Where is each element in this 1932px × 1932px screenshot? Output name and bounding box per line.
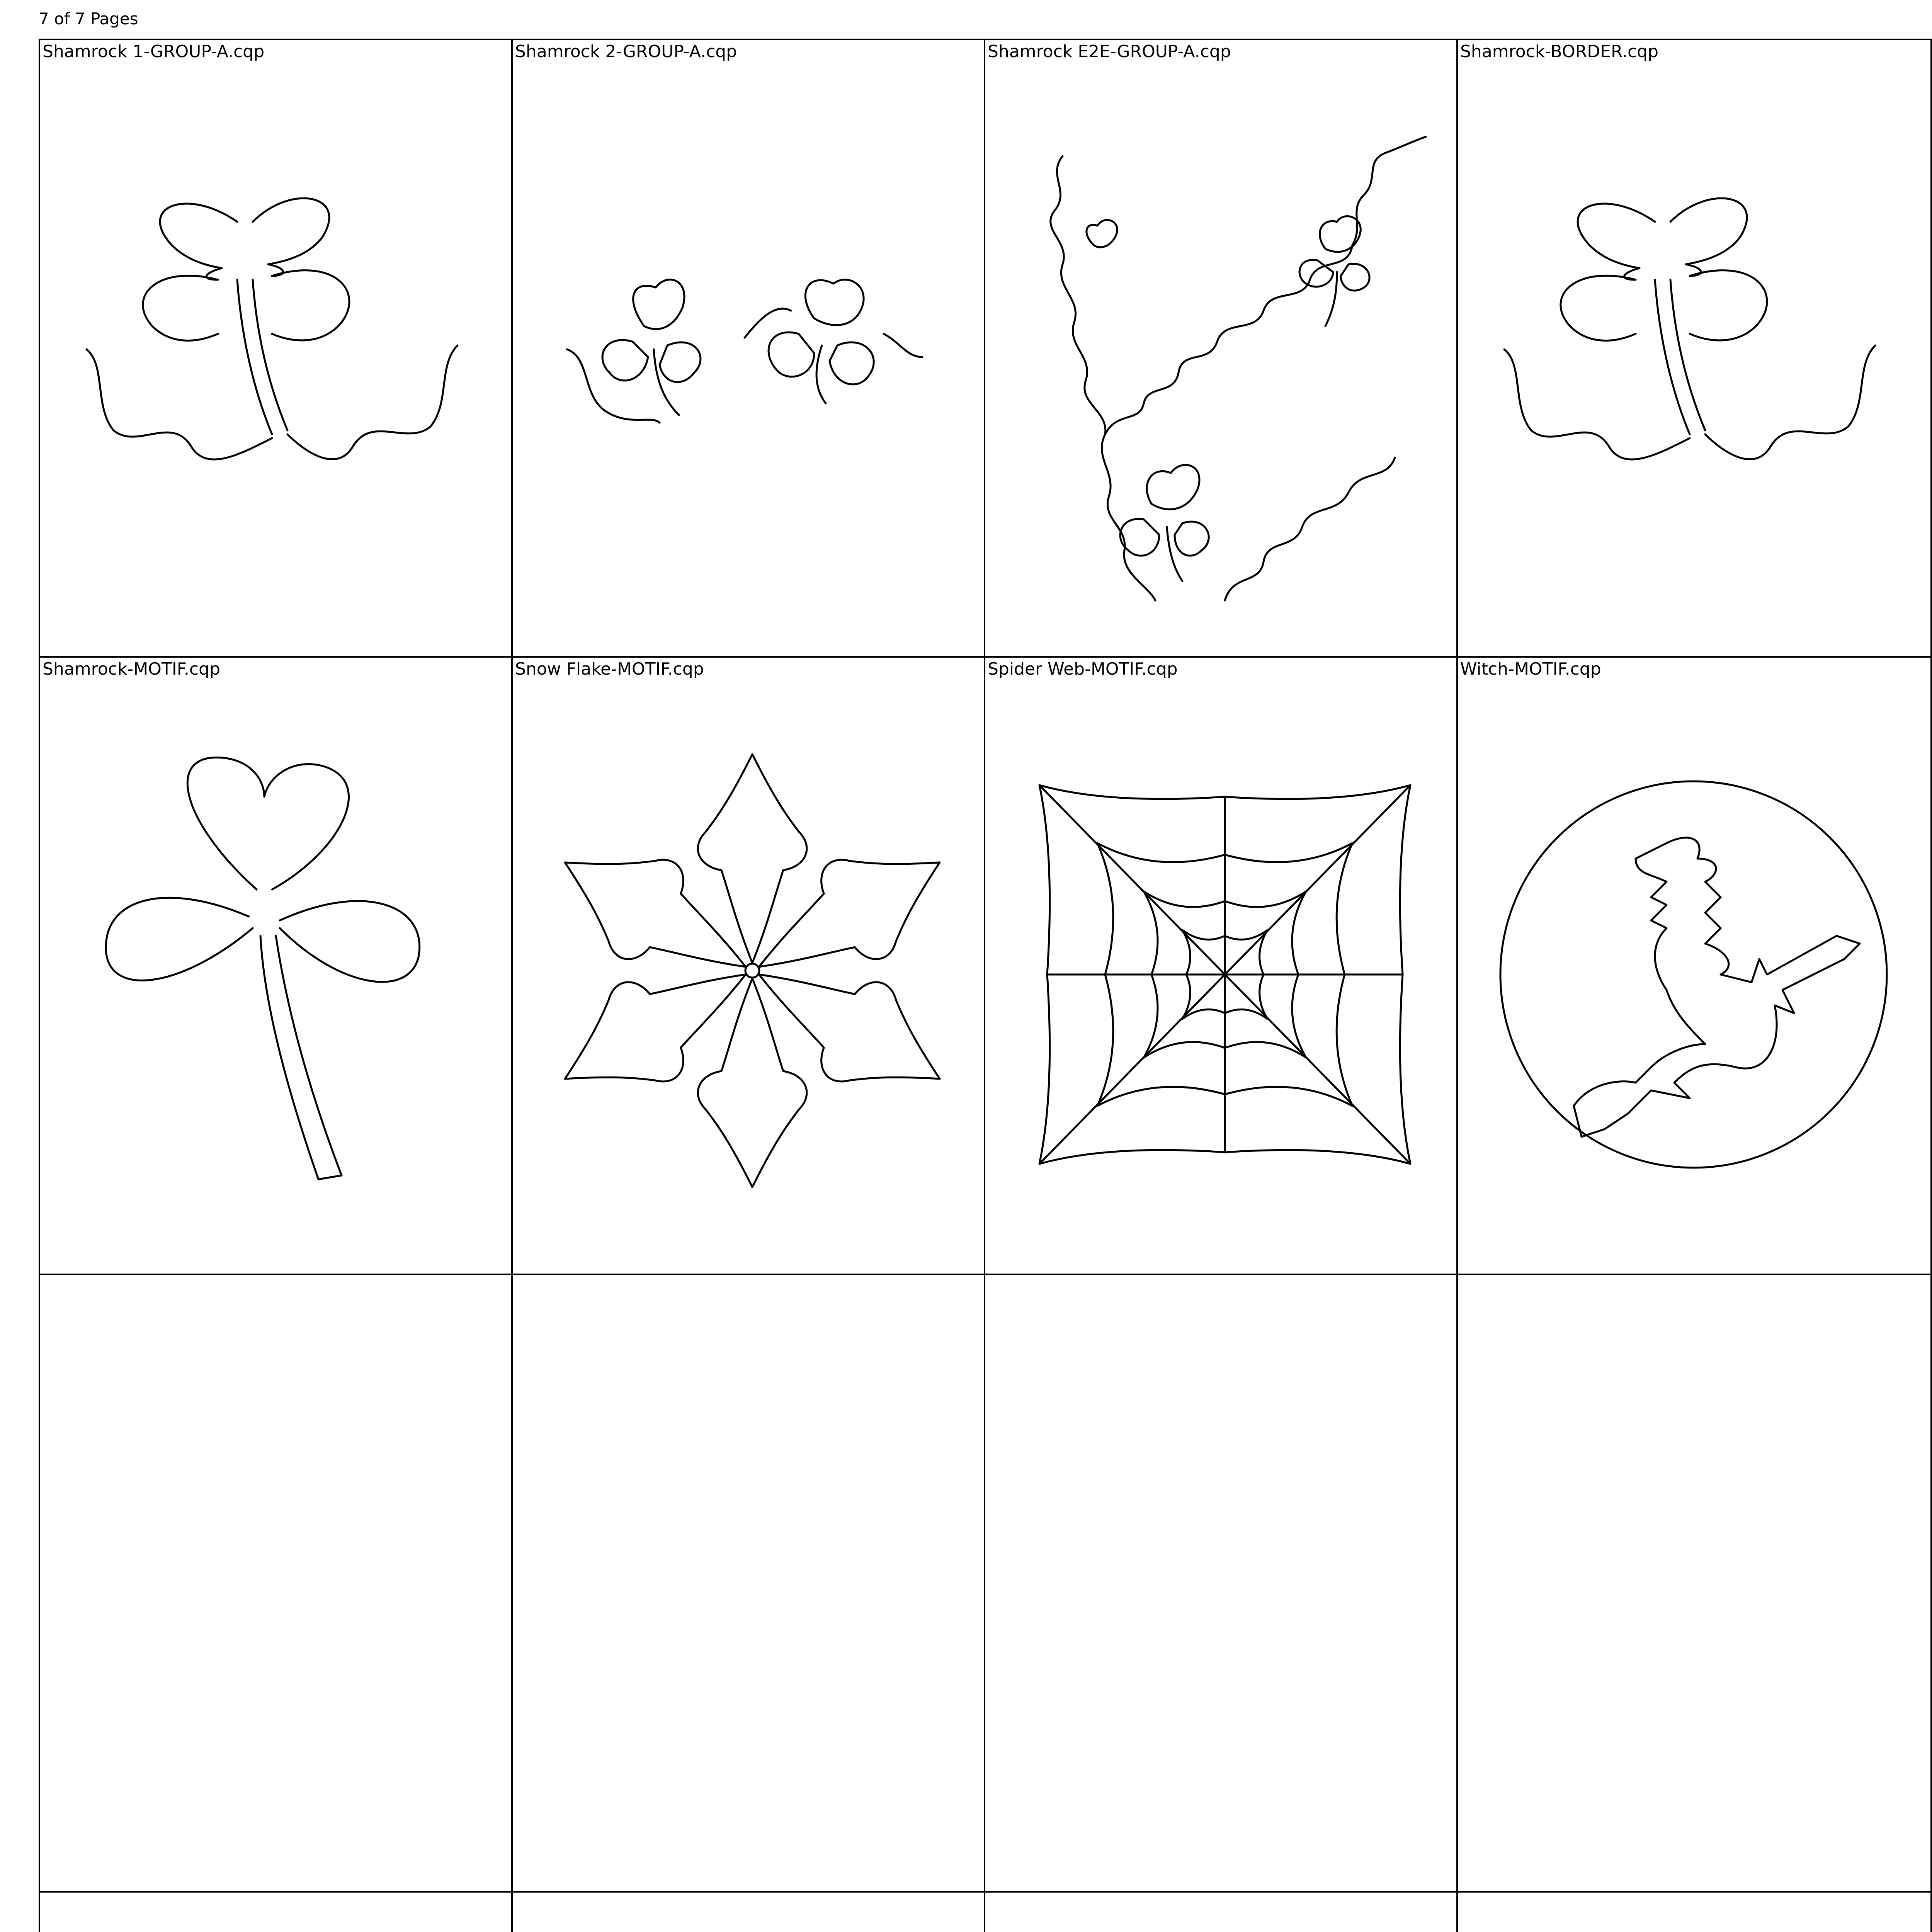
- pattern-cell-snow-flake-motif[interactable]: [513, 658, 985, 1275]
- witch-moon-icon: [1489, 735, 1900, 1226]
- pattern-cell-shamrock-border[interactable]: [1458, 40, 1930, 658]
- shamrock-motif-icon: [71, 735, 483, 1226]
- pattern-cell-empty: [985, 1275, 1458, 1893]
- pattern-cell-empty: [513, 1893, 985, 1932]
- pattern-filename: Shamrock E2E-GROUP-A.cqp: [988, 42, 1231, 61]
- pattern-cell-empty: [1458, 1893, 1930, 1932]
- pattern-filename: Shamrock 1-GROUP-A.cqp: [43, 42, 265, 61]
- shamrock-border-icon: [71, 117, 483, 608]
- pattern-cell-shamrock-2-group[interactable]: [513, 40, 985, 658]
- pattern-cell-shamrock-motif[interactable]: [40, 658, 513, 1275]
- pattern-filename: Snow Flake-MOTIF.cqp: [515, 659, 704, 679]
- pattern-filename: Shamrock-BORDER.cqp: [1460, 42, 1659, 61]
- pattern-cell-empty: [40, 1275, 513, 1893]
- shamrock-e2e-icon: [1016, 117, 1428, 608]
- pattern-cell-shamrock-1-group[interactable]: [40, 40, 513, 658]
- two-shamrocks-icon: [544, 117, 955, 608]
- pattern-filename: Shamrock 2-GROUP-A.cqp: [515, 42, 737, 61]
- pattern-grid: [39, 39, 1932, 1932]
- pattern-cell-shamrock-e2e-group[interactable]: [985, 40, 1458, 658]
- pattern-cell-empty: [513, 1275, 985, 1893]
- pattern-filename: Shamrock-MOTIF.cqp: [43, 659, 220, 679]
- pattern-cell-spider-web-motif[interactable]: [985, 658, 1458, 1275]
- pattern-cell-empty: [1458, 1275, 1930, 1893]
- pattern-filename: Witch-MOTIF.cqp: [1460, 659, 1601, 679]
- pattern-cell-empty: [40, 1893, 513, 1932]
- shamrock-border-icon: [1489, 117, 1900, 608]
- snowflake-icon: [544, 735, 955, 1226]
- pattern-cell-witch-motif[interactable]: [1458, 658, 1930, 1275]
- pattern-cell-empty: [985, 1893, 1458, 1932]
- page-count-label: 7 of 7 Pages: [39, 9, 138, 28]
- pattern-filename: Spider Web-MOTIF.cqp: [988, 659, 1178, 679]
- spider-web-icon: [1016, 735, 1428, 1226]
